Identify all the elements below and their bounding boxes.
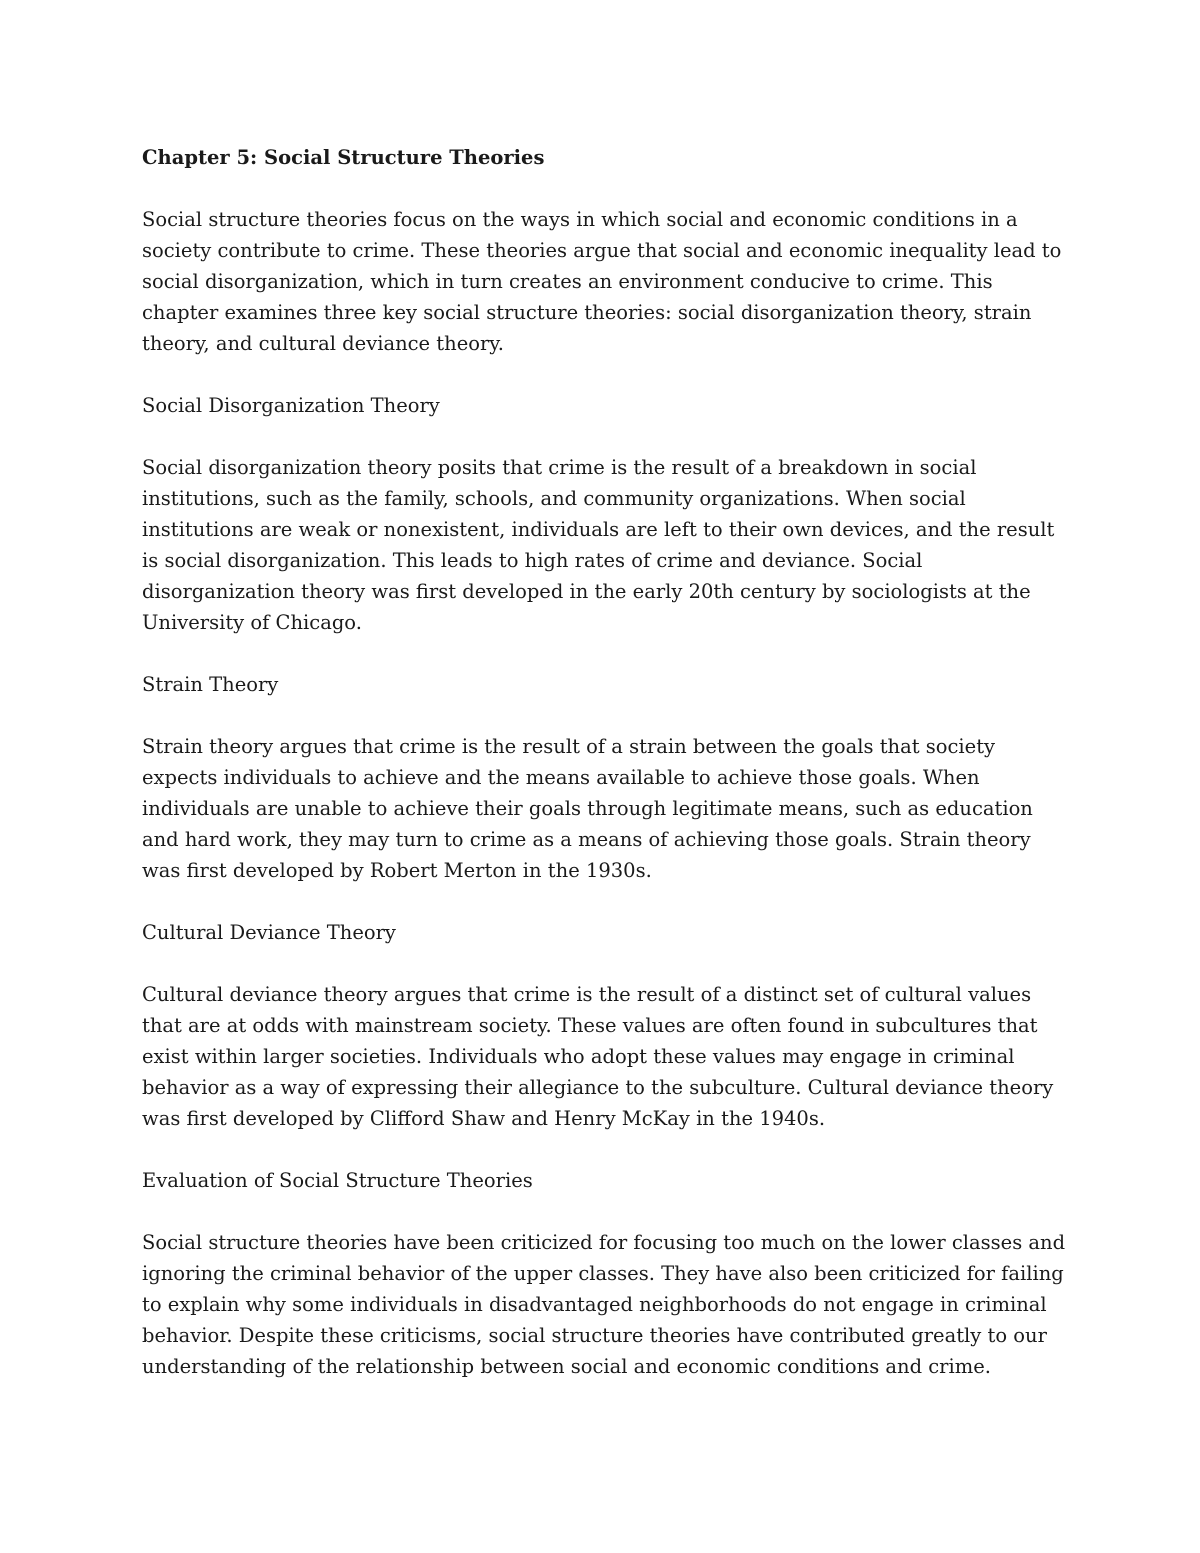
section-heading-cultural-deviance: Cultural Deviance Theory: [142, 921, 396, 944]
section-body-evaluation: Social structure theories have been criticized for focusing too much on the lower classes and ignoring the criminal behavior of the upper classes. They have also been criticized for failing to explain why some individuals in disadvantaged neighborhoods do not engage in criminal behavior. Despite these criticisms, social structure theories have contributed greatly to our understanding of the relationship between social and economic conditions and crime.: [142, 1231, 1066, 1378]
section-body-cultural-deviance: Cultural deviance theory argues that crime is the result of a distinct set of cultural values that are at odds with mainstream society. These values are often found in subcultures that exist within larger societies. Individuals who adopt these values may engage in criminal behavior as a way of expressing their allegiance to the subculture. Cultural deviance theory was first developed by Clifford Shaw and Henry McKay in the 1940s.: [142, 983, 1054, 1130]
intro-paragraph: Social structure theories focus on the ways in which social and economic conditions in a society contribute to crime. These theories argue that social and economic inequality lead to social disorganization, which in turn creates an environment conducive to crime. This chapter examines three key social structure theories: social disorganization theory, strain theory, and cultural deviance theory.: [142, 208, 1062, 355]
section-heading-social-disorganization: Social Disorganization Theory: [142, 394, 440, 417]
section-heading-evaluation: Evaluation of Social Structure Theories: [142, 1169, 533, 1192]
document-body: [142, 142, 1067, 1413]
section-body-social-disorganization: Social disorganization theory posits that crime is the result of a breakdown in social institutions, such as the family, schools, and community organizations. When social institutions are weak or nonexistent, individuals are left to their own devices, and the result is social disorganization. This leads to high rates of crime and deviance. Social disorganization theory was first developed in the early 20th century by sociologists at the University of Chicago.: [142, 456, 1055, 634]
section-heading-strain: Strain Theory: [142, 673, 279, 696]
section-body-strain: Strain theory argues that crime is the result of a strain between the goals that society expects individuals to achieve and the means available to achieve those goals. When individuals are unable to achieve their goals through legitimate means, such as education and hard work, they may turn to crime as a means of achieving those goals. Strain theory was first developed by Robert Merton in the 1930s.: [142, 735, 1033, 882]
chapter-title: Chapter 5: Social Structure Theories: [142, 146, 545, 169]
